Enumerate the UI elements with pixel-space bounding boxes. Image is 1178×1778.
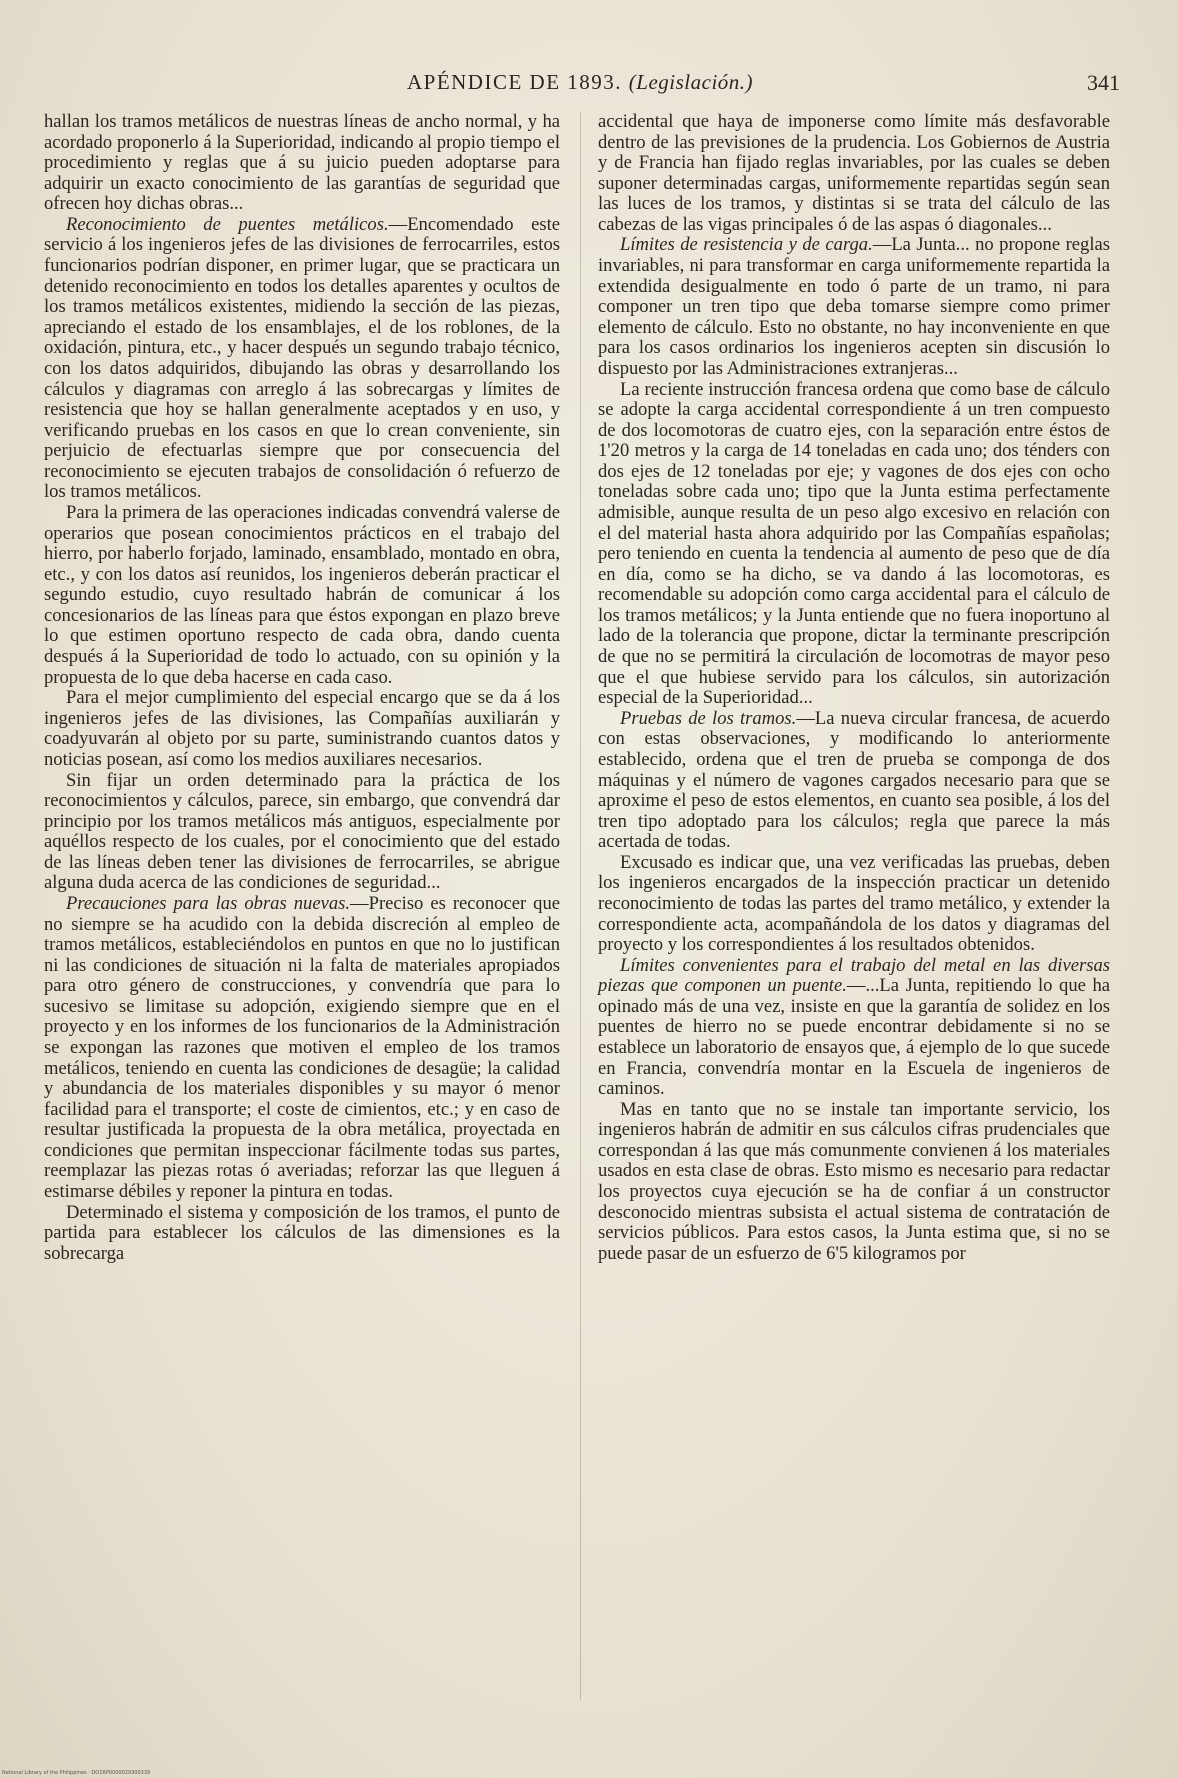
header-subtitle: (Legislación.)	[628, 70, 754, 94]
paragraph	[598, 235, 1110, 379]
paragraph	[44, 894, 560, 1203]
paragraph-text: —La nueva circular francesa, de acuerdo con estas observaciones, y modificando lo anteriormente establecido, ordena que el tren de prueba se componga de dos máquinas y el número de vagones cargados necesario para que se aproxime el peso de estos elementos, en cuanto sea posible, á los del tren tipo adoptado para los cálculos; regla que parece la más acertada de todas.	[598, 707, 1110, 853]
running-header	[40, 70, 1120, 100]
section-heading: Precauciones para las obras nuevas.	[66, 892, 351, 914]
paragraph: accidental que haya de imponerse como límite más desfavorable dentro de las previsiones de la prudencia. Los Gobiernos de Austria y de Francia han fijado reglas invariables, por las cuales se deben suponer determinadas cargas, uniformemente repartidas según sean las luces de los tramos, y distintas si se trata del cálculo de las cabezas de las vigas principales ó de las aspas ó diagonales...	[598, 111, 1110, 235]
paragraph	[598, 709, 1110, 853]
page-number: 341	[1087, 70, 1120, 95]
paragraph-text: —Encomendado este servicio á los ingenieros jefes de las divisiones de ferrocarriles, estos funcionarios podrían disponer, en primer lugar, que se practicara un detenido reconocimiento en todos los detalles aparentes y ocultos de los tramos metálicos existentes, midiendo la sección de las piezas, apreciando el estado de los ensamblajes, el de los roblones, de la oxidación, pintura, etc., y hacer después un segundo trabajo técnico, con los datos adquiridos, dibujando las obras y desarrollando los cálculos y diagramas con arreglo á las sobrecargas y límites de resistencia que hoy se hallan generalmente aceptados y en uso, y verificando pruebas en los casos en que lo crean conveniente, sin perjuicio de efectuarlas siempre que por consecuencia del reconocimiento se ejecuten trabajos de consolidación ó refuerzo de los tramos metálicos.	[44, 213, 560, 503]
paragraph: Determinado el sistema y composición de los tramos, el punto de partida para establecer los cálculos de las dimensiones es la sobrecarga	[44, 1201, 560, 1264]
section-heading: Pruebas de los tramos.	[620, 707, 797, 729]
scan-footer: National Library of the Philippines · DO1RP0000029300339	[2, 1770, 151, 1776]
paragraph: Para el mejor cumplimiento del especial encargo que se da á los ingenieros jefes de las divisiones, las Compañías auxiliarán y coadyuvarán al objeto por su parte, suministrando cuantos datos y noticias posean, así como los medios auxiliares necesarios.	[44, 687, 560, 770]
paragraph	[44, 215, 560, 503]
section-heading: Límites de resistencia y de carga.	[620, 234, 873, 256]
paragraph-text: —Preciso es reconocer que no siempre se ha acudido con la debida discreción al empleo de tramos metálicos, estableciéndolos en puntos en que no lo justifican ni las condiciones de situación ni la falta de materiales apropiados para otro género de construcciones, y convendría que para lo sucesivo se limitase su adopción, exigiendo siempre que en el proyecto y en los informes de los funcionarios de la Administración se expongan las razones que motiven el empleo de los tramos metálicos, teniendo en cuenta las condiciones de desagüe; la calidad y abundancia de los materiales disponibles y su mayor ó menor facilidad para el transporte; el coste de cimientos, etc.; y en caso de resultar justificada la propuesta de la obra metálica, proyectada en condiciones que permitan inspeccionar fácilmente todas sus partes, reemplazar las piezas rotas ó averiadas; reforzar las que lleguen á estimarse débiles y reponer la pintura en todas.	[44, 892, 560, 1203]
paragraph: Sin fijar un orden determinado para la práctica de los reconocimientos y cálculos, parece, sin embargo, que convendrá dar principio por los tramos metálicos más antiguos, especialmente por aquéllos respecto de los cuales, por el conocimiento que del estado de las líneas deben tener las divisiones de ferrocarriles, se abrigue alguna duda acerca de las condiciones de seguridad...	[44, 769, 560, 894]
paragraph: La reciente instrucción francesa ordena que como base de cálculo se adopte la carga accidental correspondiente á un tren compuesto de dos locomotoras de cuatro ejes, con la separación entre éstos de 1'20 metros y la carga de 14 toneladas en cada uno; dos ténders con dos ejes de 12 toneladas por eje; y vagones de dos ejes con ocho toneladas sobre cada uno; tipo que la Junta estima perfectamente admisible, aunque resulta de un peso algo excesivo en relación con el del material hasta ahora adquirido por las Compañías españolas; pero teniendo en cuenta la tendencia al aumento de peso que de día en día, como se ha dicho, se va dando á las locomotoras, es recomendable su adopción como carga accidental para el cálculo de los tramos metálicos; y la Junta entiende que no fuera inoportuno al lado de la tolerancia que propone, dictar la terminante prescripción de que no se permitirá la circulación de locomotras de mayor peso que el que hubiese servido para los cálculos, sin autorización especial de la Superioridad...	[598, 378, 1110, 709]
paragraph: Mas en tanto que no se instale tan importante servicio, los ingenieros habrán de admitir en sus cálculos cifras prudenciales que correspondan á las que más comunmente convienen á los materiales usados en esta clase de obras. Esto mismo es necesario para redactar los proyectos cuya ejecución se ha de confiar á un constructor desconocido mientras subsista el actual sistema de contratación de servicios públicos. Para estos casos, la Junta estima que, si no se puede pasar de un esfuerzo de 6'5 kilogramos por	[598, 1098, 1110, 1264]
paragraph: Para la primera de las operaciones indicadas convendrá valerse de operarios que posean conocimientos prácticos en el trabajo del hierro, por haberlo forjado, laminado, ensamblado, montado en obra, etc., y con los datos así reunidos, los ingenieros deberán practicar el segundo estudio, cuyo resultado habrán de comunicar á los concesionarios de las líneas para que éstos expongan en plazo breve lo que estimen oportuno respecto de cada obra, dando cuenta después á la Superioridad de todo lo actuado, con su opinión y la propuesta de lo que deba hacerse en cada caso.	[44, 501, 560, 688]
paragraph-text: —...La Junta, repitiendo lo que ha opinado más de una vez, insiste en que la garantía de solidez en los puentes de hierro no se puede encontrar debidamente si no se establece un laboratorio de ensayos que, á ejemplo de lo que sucede en Francia, convendría montar en la Escuela de ingenieros de caminos.	[598, 975, 1110, 1100]
column-divider	[580, 112, 581, 1700]
section-heading: Límites convenientes para el trabajo del metal en las diversas piezas que componen un puente.	[598, 954, 1110, 997]
header-title	[40, 70, 1120, 95]
right-column	[598, 112, 1110, 1264]
paragraph: Excusado es indicar que, una vez verificadas las pruebas, deben los ingenieros encargados de la inspección practicar un detenido reconocimiento de todas las partes del tramo metálico, y extender la correspondiente acta, acompañándola de los datos y diagramas del proyecto y los correspondientes á los resultados obtenidos.	[598, 851, 1110, 956]
paragraph: hallan los tramos metálicos de nuestras líneas de ancho normal, y ha acordado proponerlo á la Superioridad, indicando al propio tiempo el procedimiento y reglas que á su juicio pueden adoptarse para adquirir un exacto conocimiento de las garantías de seguridad que ofrecen hoy dichas obras...	[44, 111, 560, 215]
paragraph-text: —La Junta... no propone reglas invariables, ni para transformar en carga uniformemente repartida la extendida desigualmente en todo ó parte de un tramo, ni para componer un tren tipo que deba tomarse siempre como primer elemento de cálculo. Esto no obstante, no hay inconveniente en que para los casos ordinarios los ingenieros acepten sin discusión lo dispuesto por las Administraciones extranjeras...	[598, 234, 1110, 379]
section-heading: Reconocimiento de puentes metálicos.	[66, 213, 389, 235]
left-column	[44, 112, 560, 1264]
paragraph	[598, 956, 1110, 1100]
header-title-text: APÉNDICE DE 1893.	[406, 70, 623, 94]
